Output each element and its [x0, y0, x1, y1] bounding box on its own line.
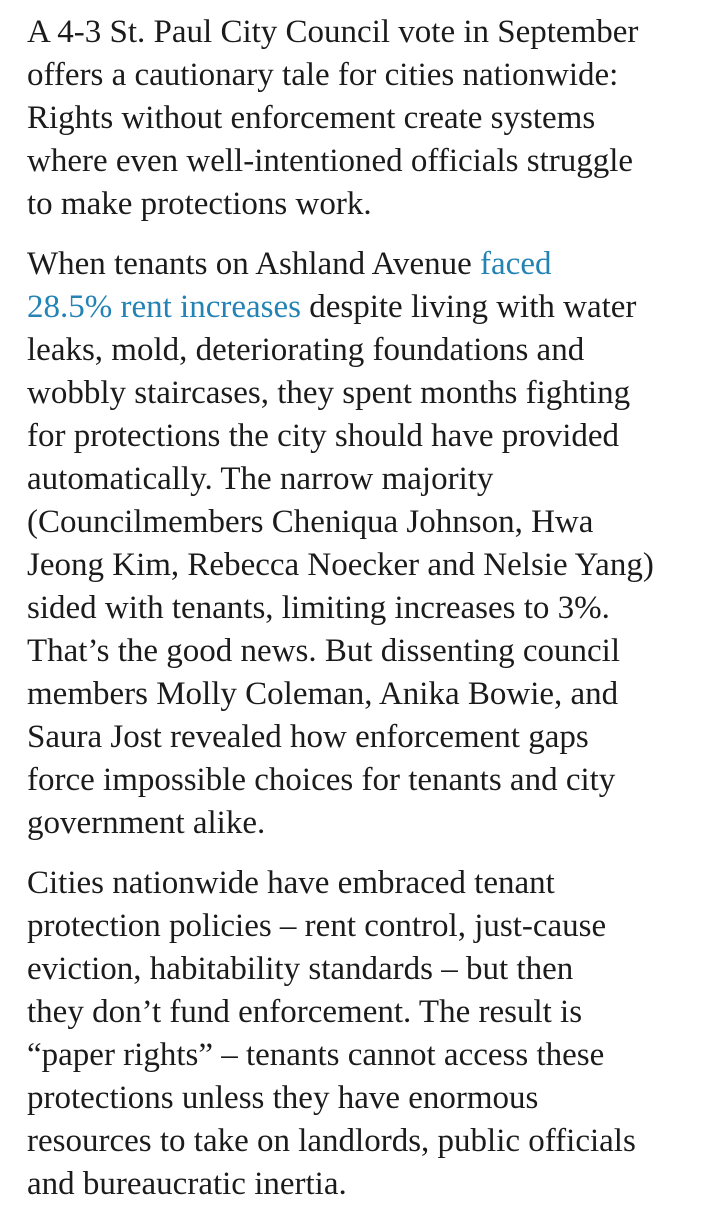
- text-line: [27, 329, 685, 372]
- text-segment: despite living with water: [300, 289, 637, 325]
- text-line: [27, 991, 685, 1034]
- text-line: [27, 1077, 685, 1120]
- rent-increase-link[interactable]: faced: [480, 246, 552, 282]
- text-line: [27, 183, 685, 226]
- text-line: [27, 905, 685, 948]
- text-segment: Saura Jost revealed how enforcement gaps: [27, 719, 589, 755]
- text-segment: automatically. The narrow majority: [27, 461, 494, 497]
- text-line: [27, 1120, 685, 1163]
- text-segment: Jeong Kim, Rebecca Noecker and Nelsie Yang): [27, 547, 654, 583]
- text-segment: members Molly Coleman, Anika Bowie, and: [27, 676, 619, 712]
- text-segment: government alike.: [27, 805, 266, 841]
- text-line: [27, 759, 685, 802]
- text-segment: A 4-3 St. Paul City Council vote in September: [27, 14, 639, 50]
- text-segment: “paper rights” – tenants cannot access these: [27, 1037, 605, 1073]
- text-line: [27, 587, 685, 630]
- text-segment: protections unless they have enormous: [27, 1080, 539, 1116]
- text-line: [27, 862, 685, 905]
- text-line: [27, 243, 685, 286]
- text-line: [27, 458, 685, 501]
- text-line: [27, 630, 685, 673]
- text-segment: protection policies – rent control, just-cause: [27, 908, 607, 944]
- text-segment: sided with tenants, limiting increases to 3%.: [27, 590, 610, 626]
- text-segment: (Councilmembers Cheniqua Johnson, Hwa: [27, 504, 594, 540]
- text-segment: leaks, mold, deteriorating foundations and: [27, 332, 585, 368]
- text-segment: for protections the city should have provided: [27, 418, 620, 454]
- text-line: [27, 544, 685, 587]
- paragraph-council-vote: [27, 11, 685, 226]
- text-line: [27, 11, 685, 54]
- text-line: [27, 501, 685, 544]
- text-segment: When tenants on Ashland Avenue: [27, 246, 481, 282]
- paragraph-paper-rights: [27, 862, 685, 1206]
- rent-increase-link[interactable]: 28.5% rent increases: [27, 289, 301, 325]
- text-segment: Cities nationwide have embraced tenant: [27, 865, 555, 901]
- text-segment: wobbly staircases, they spent months fighting: [27, 375, 631, 411]
- text-line: [27, 802, 685, 845]
- text-segment: That’s the good news. But dissenting council: [27, 633, 621, 669]
- text-line: [27, 140, 685, 183]
- text-segment: and bureaucratic inertia.: [27, 1166, 347, 1202]
- text-segment: where even well-intentioned officials struggle: [27, 143, 634, 179]
- text-line: [27, 415, 685, 458]
- text-line: [27, 716, 685, 759]
- text-segment: offers a cautionary tale for cities nationwide:: [27, 57, 619, 93]
- text-segment: resources to take on landlords, public officials: [27, 1123, 636, 1159]
- text-segment: they don’t fund enforcement. The result is: [27, 994, 583, 1030]
- text-segment: force impossible choices for tenants and city: [27, 762, 616, 798]
- text-line: [27, 1034, 685, 1077]
- text-line: [27, 54, 685, 97]
- text-line: [27, 97, 685, 140]
- text-segment: eviction, habitability standards – but then: [27, 951, 574, 987]
- text-line: [27, 286, 685, 329]
- text-line: [27, 372, 685, 415]
- text-segment: Rights without enforcement create systems: [27, 100, 596, 136]
- text-segment: to make protections work.: [27, 186, 372, 222]
- text-line: [27, 948, 685, 991]
- text-line: [27, 673, 685, 716]
- paragraph-ashland-tenants: [27, 243, 685, 845]
